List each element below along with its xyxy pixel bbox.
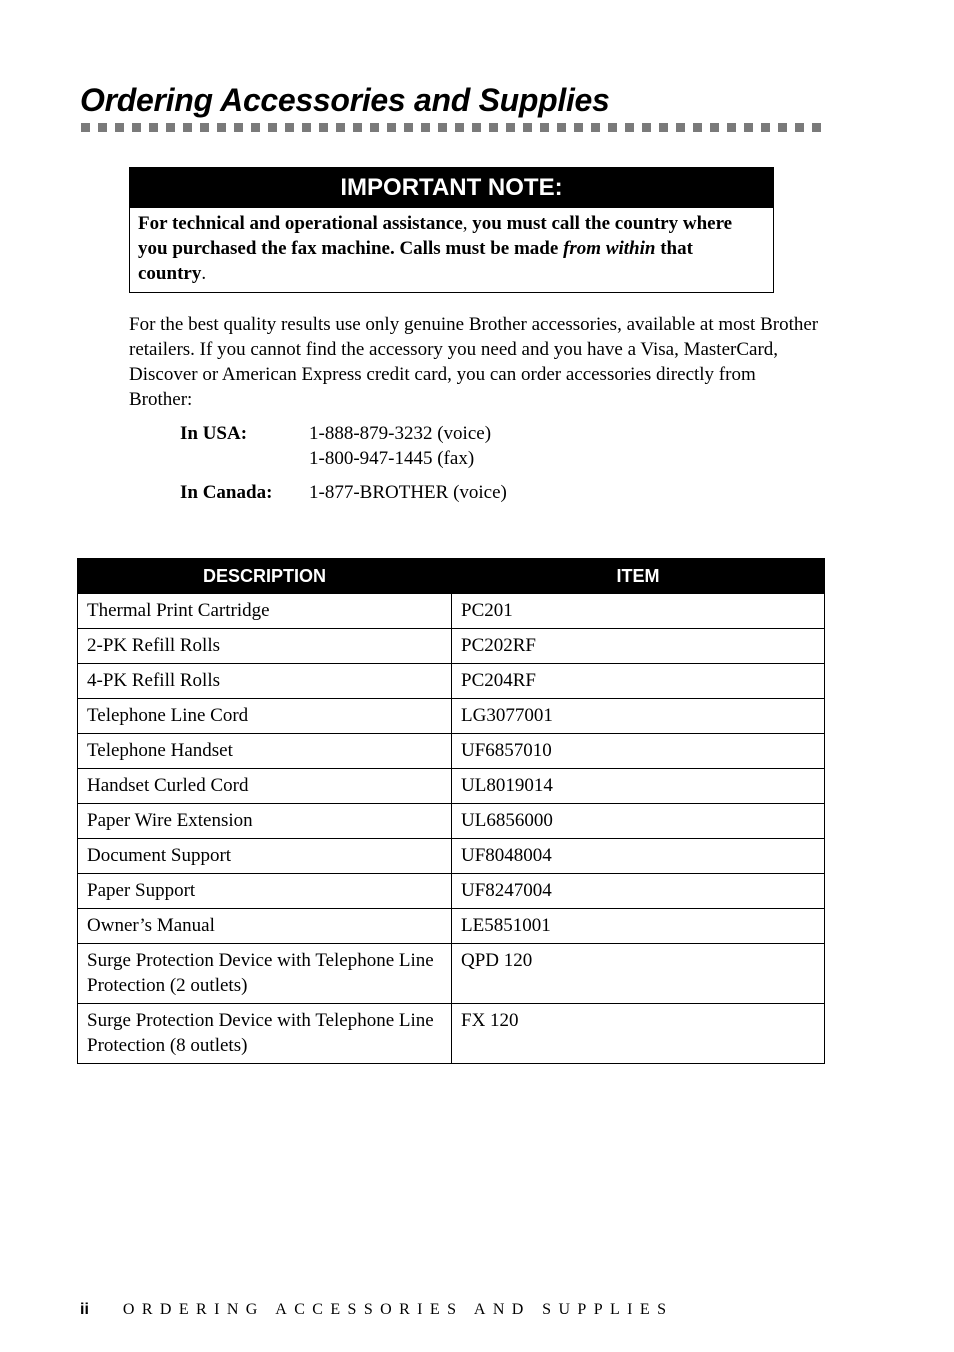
description-cell: Surge Protection Device with Telephone Line Protection (2 outlets) bbox=[78, 944, 452, 1004]
item-cell: LG3077001 bbox=[452, 699, 825, 734]
item-cell: UF6857010 bbox=[452, 734, 825, 769]
description-cell: 2-PK Refill Rolls bbox=[78, 629, 452, 664]
contact-phone-fax: 1-800-947-1445 (fax) bbox=[309, 448, 475, 469]
intro-paragraph: For the best quality results use only genuine Brother accessories, available at most Brother retailers. If you cannot find the accessory you need and you have a Visa, MasterCard, Discover or American Express credit card, you can order accessories directly from Brother: bbox=[129, 314, 819, 410]
description-cell: Paper Support bbox=[78, 874, 452, 909]
table-row bbox=[78, 874, 825, 909]
important-note-heading: IMPORTANT NOTE: bbox=[130, 168, 773, 208]
table-row bbox=[78, 769, 825, 804]
description-cell: Handset Curled Cord bbox=[78, 769, 452, 804]
table-row bbox=[78, 909, 825, 944]
contact-phone-voice: 1-877-BROTHER (voice) bbox=[309, 482, 507, 503]
table-row bbox=[78, 734, 825, 769]
table-row bbox=[78, 629, 825, 664]
note-emphasis: from within bbox=[563, 238, 656, 259]
item-cell: UL8019014 bbox=[452, 769, 825, 804]
important-note-text bbox=[130, 208, 773, 292]
column-header-description: DESCRIPTION bbox=[78, 559, 452, 594]
item-cell: PC201 bbox=[452, 594, 825, 629]
note-period: . bbox=[201, 263, 207, 284]
item-cell: UL6856000 bbox=[452, 804, 825, 839]
table-row bbox=[78, 804, 825, 839]
table-header-row bbox=[78, 559, 825, 594]
note-comma: , bbox=[462, 213, 468, 234]
item-cell: QPD 120 bbox=[452, 944, 825, 1004]
column-header-item: ITEM bbox=[452, 559, 825, 594]
table-row bbox=[78, 594, 825, 629]
page-footer bbox=[80, 1298, 673, 1322]
description-cell: Telephone Handset bbox=[78, 734, 452, 769]
description-cell: Telephone Line Cord bbox=[78, 699, 452, 734]
description-cell: 4-PK Refill Rolls bbox=[78, 664, 452, 699]
item-cell: LE5851001 bbox=[452, 909, 825, 944]
contact-phone-voice: 1-888-879-3232 (voice) bbox=[309, 423, 492, 444]
accessories-table bbox=[77, 558, 825, 1064]
item-cell: PC202RF bbox=[452, 629, 825, 664]
item-cell: UF8247004 bbox=[452, 874, 825, 909]
table-row bbox=[78, 839, 825, 874]
title-dotted-rule bbox=[81, 123, 824, 132]
note-text-part: that country bbox=[138, 238, 693, 284]
table-row bbox=[78, 664, 825, 699]
item-cell: UF8048004 bbox=[452, 839, 825, 874]
contact-label: In USA: bbox=[180, 423, 248, 444]
important-note-box bbox=[129, 167, 774, 293]
item-cell: FX 120 bbox=[452, 1004, 825, 1064]
running-head: ORDERING ACCESSORIES AND SUPPLIES bbox=[122, 1301, 674, 1318]
note-text-part: For technical and operational assistance bbox=[138, 213, 463, 234]
contact-label: In Canada: bbox=[180, 482, 273, 503]
table-row bbox=[78, 1004, 825, 1064]
table-row bbox=[78, 944, 825, 1004]
description-cell: Document Support bbox=[78, 839, 452, 874]
description-cell: Surge Protection Device with Telephone Line Protection (8 outlets) bbox=[78, 1004, 452, 1064]
item-cell: PC204RF bbox=[452, 664, 825, 699]
note-text-part: you must call the country where you purchased the fax machine. Calls must be made bbox=[138, 213, 733, 259]
page-title: Ordering Accessories and Supplies bbox=[80, 82, 610, 118]
table-row bbox=[78, 699, 825, 734]
description-cell: Paper Wire Extension bbox=[78, 804, 452, 839]
description-cell: Owner’s Manual bbox=[78, 909, 452, 944]
page-number: ii bbox=[80, 1301, 89, 1318]
description-cell: Thermal Print Cartridge bbox=[78, 594, 452, 629]
